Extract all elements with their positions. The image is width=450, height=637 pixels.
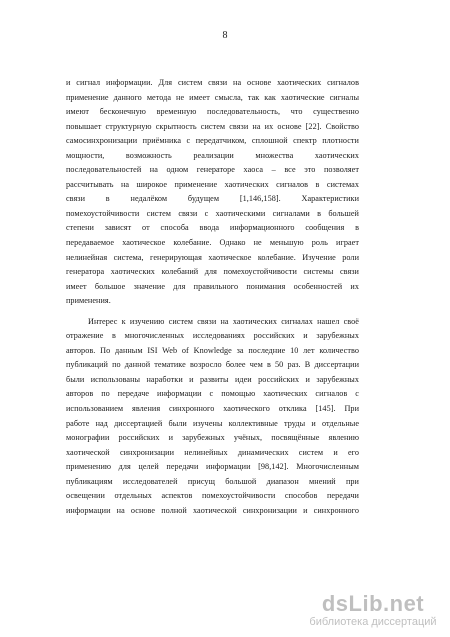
text-line: самосинхронизации приёмника с передатчиком, сплошной спектр плотности	[66, 136, 359, 146]
watermark	[308, 592, 438, 629]
text-line: рассчитывать на широкое применение хаотических сигналов в системах	[66, 179, 359, 189]
text-line: освещении отдельных аспектов помехоустойчивости способов передачи	[66, 491, 359, 501]
document-body	[66, 76, 359, 518]
text-line: имеет большое значение для правильного понимания особенностей их	[66, 281, 359, 291]
text-line: работе над диссертацией были изучены коллективные труды и отдельные	[66, 418, 359, 428]
text-line: передаваемое хаотическое колебание. Однако не меньшую роль играет	[66, 238, 359, 248]
watermark-logo: dsLib.net	[321, 591, 425, 616]
text-line: мощности, возможность реализации множества хаотических	[66, 150, 359, 160]
text-line: Интерес к изучению систем связи на хаотических сигналах нашел своё	[88, 316, 359, 326]
text-line: авторов по передаче информации с помощью хаотических сигналов с	[66, 389, 359, 399]
text-line: помехоустойчивости систем связи с хаотическими сигналами в большей	[66, 208, 359, 218]
text-line: последовательностей на одном генераторе хаоса – все это позволяет	[66, 165, 359, 175]
text-line: повышает структурную скрытность систем связи на их основе [22]. Свойство	[66, 121, 359, 131]
text-line: публикаций по данной тематике возросло более чем в 50 раз. В диссертации	[66, 360, 359, 370]
text-line: применения.	[66, 296, 111, 306]
text-line: применению для целей передачи информации [98,142]. Многочисленным	[66, 462, 359, 472]
text-line: использованием явления синхронного хаотического отклика [145]. При	[66, 404, 359, 414]
text-line: нелинейная система, генерирующая хаотическое колебание. Изучение роли	[66, 252, 359, 262]
text-line: имеют бесконечную временную последовательность, что существенно	[66, 107, 359, 117]
text-line: были использованы наработки и развиты идеи российских и зарубежных	[66, 374, 359, 384]
text-line: применение данного метода не имеет смысла, так как хаотические сигналы	[66, 92, 359, 102]
text-line: авторов. По данным ISI Web of Knowledge за последние 10 лет количество	[66, 345, 359, 355]
text-line: публикациям исследователей присущ большой диапазон мнений при	[66, 476, 359, 486]
text-line: генератора хаотических колебаний для помехоустойчивости системы связи	[66, 267, 359, 277]
text-line: и сигнал информации. Для систем связи на основе хаотических сигналов	[66, 78, 359, 87]
page-number: 8	[222, 30, 228, 41]
text-line: отражение в многочисленных исследованиях российских и зарубежных	[66, 331, 359, 341]
text-line: хаотической синхронизации нелинейных динамических систем и его	[66, 447, 359, 457]
text-line: монографии российских и зарубежных учёных, посвящённые явлению	[66, 433, 359, 443]
paragraph-1	[66, 76, 359, 309]
text-line: информации на основе полной хаотической синхронизации и синхронного	[66, 505, 359, 515]
watermark-subtitle: библиотека диссертаций	[309, 616, 437, 628]
text-line: связи в недалёком будущем [1,146,158]. Характеристики	[66, 194, 359, 204]
text-line: степени зависят от способа ввода информационного сообщения в	[66, 223, 359, 233]
paragraph-2	[66, 315, 359, 519]
